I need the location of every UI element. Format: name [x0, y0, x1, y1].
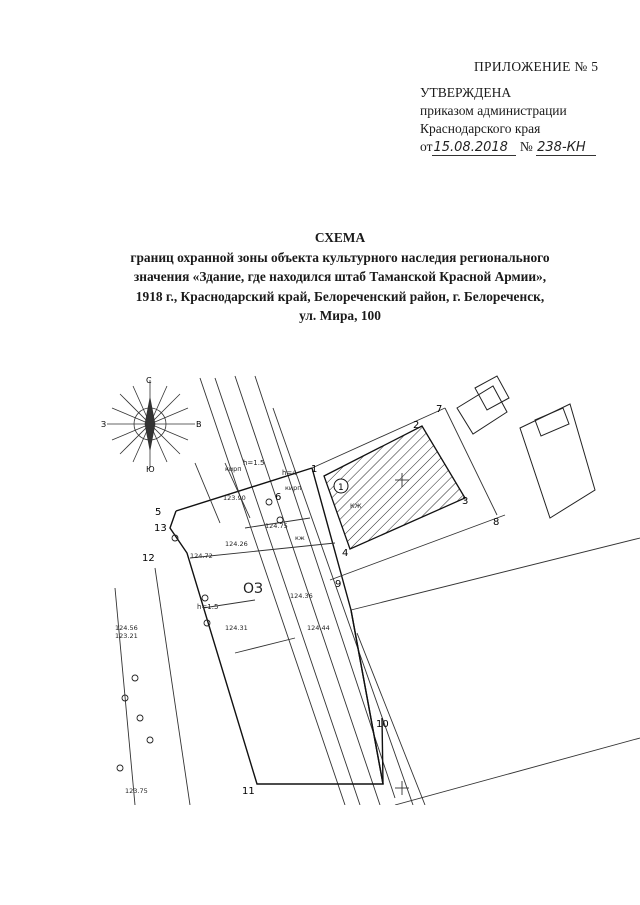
zone-label: ОЗ [243, 581, 263, 597]
title-line-3: 1918 г., Краснодарский край, Белореченский район, г. Белореченск, [135, 288, 545, 304]
note-label: h=4 [282, 469, 297, 477]
point-label-2: 2 [413, 420, 420, 431]
point-label-6: 6 [275, 492, 282, 503]
note-label: КЖ [350, 502, 362, 510]
point-label-11: 11 [242, 786, 255, 797]
number-prefix: № [519, 139, 533, 154]
title-line-1: границ охранной зоны объекта культурного наследия регионального [130, 249, 550, 265]
compass-east: В [196, 420, 202, 429]
elevation-label: 124.26 [225, 540, 248, 548]
point-label-9: 9 [335, 579, 342, 590]
document-title [90, 228, 590, 326]
note-label: кирп [285, 484, 302, 492]
elevation-label: 124.75 [265, 522, 288, 530]
point-label-13: 13 [154, 523, 167, 534]
elevation-label: 123.90 [223, 494, 246, 502]
elevation-label: 123.75 [125, 787, 148, 795]
point-label-8: 8 [493, 517, 500, 528]
elevation-label: 124.72 [190, 552, 213, 560]
site-plan [95, 368, 640, 805]
order-date-line [420, 138, 596, 156]
order-date: 15.08.2018 [432, 141, 516, 156]
title-heading: СХЕМА [314, 230, 366, 245]
note-label: кж [295, 534, 305, 542]
neighbour-buildings [457, 376, 595, 518]
appendix-label: ПРИЛОЖЕНИЕ № 5 [474, 59, 599, 74]
point-label-5: 5 [155, 507, 162, 518]
note-label: h=1.5 [243, 459, 265, 467]
title-line-2: значения «Здание, где находился штаб Таманской Красной Армии», [133, 269, 547, 284]
from-prefix: от [420, 139, 433, 154]
elevation-label: 124.56 [115, 624, 138, 632]
boundary-points [142, 404, 499, 797]
street-lines [115, 376, 413, 805]
compass-west: З [101, 420, 107, 429]
elevation-label: 124.31 [225, 624, 248, 632]
region-line: Краснодарского края [420, 121, 541, 136]
elevation-label: 124.44 [307, 624, 330, 632]
point-label-10: 10 [376, 719, 389, 730]
elevation-label: 123.21 [115, 632, 138, 640]
note-label: h=1.5 [197, 603, 219, 611]
point-label-4: 4 [342, 548, 349, 559]
object-number: 1 [338, 483, 344, 493]
point-label-1: 1 [311, 464, 318, 475]
compass-rose-icon [107, 380, 195, 468]
compass-south: Ю [146, 465, 155, 474]
point-label-3: 3 [462, 496, 469, 507]
tree-symbols [117, 499, 283, 771]
elevation-label: 124.36 [290, 592, 313, 600]
order-number: 238-КН [536, 141, 596, 156]
order-line: приказом администрации [420, 103, 567, 118]
approved-label: УТВЕРЖДЕНА [420, 85, 512, 100]
title-line-4: ул. Мира, 100 [299, 308, 381, 323]
point-label-7: 7 [436, 404, 443, 415]
point-label-12: 12 [142, 553, 155, 564]
note-label: кирп [225, 465, 242, 473]
compass-north: С [146, 376, 152, 385]
